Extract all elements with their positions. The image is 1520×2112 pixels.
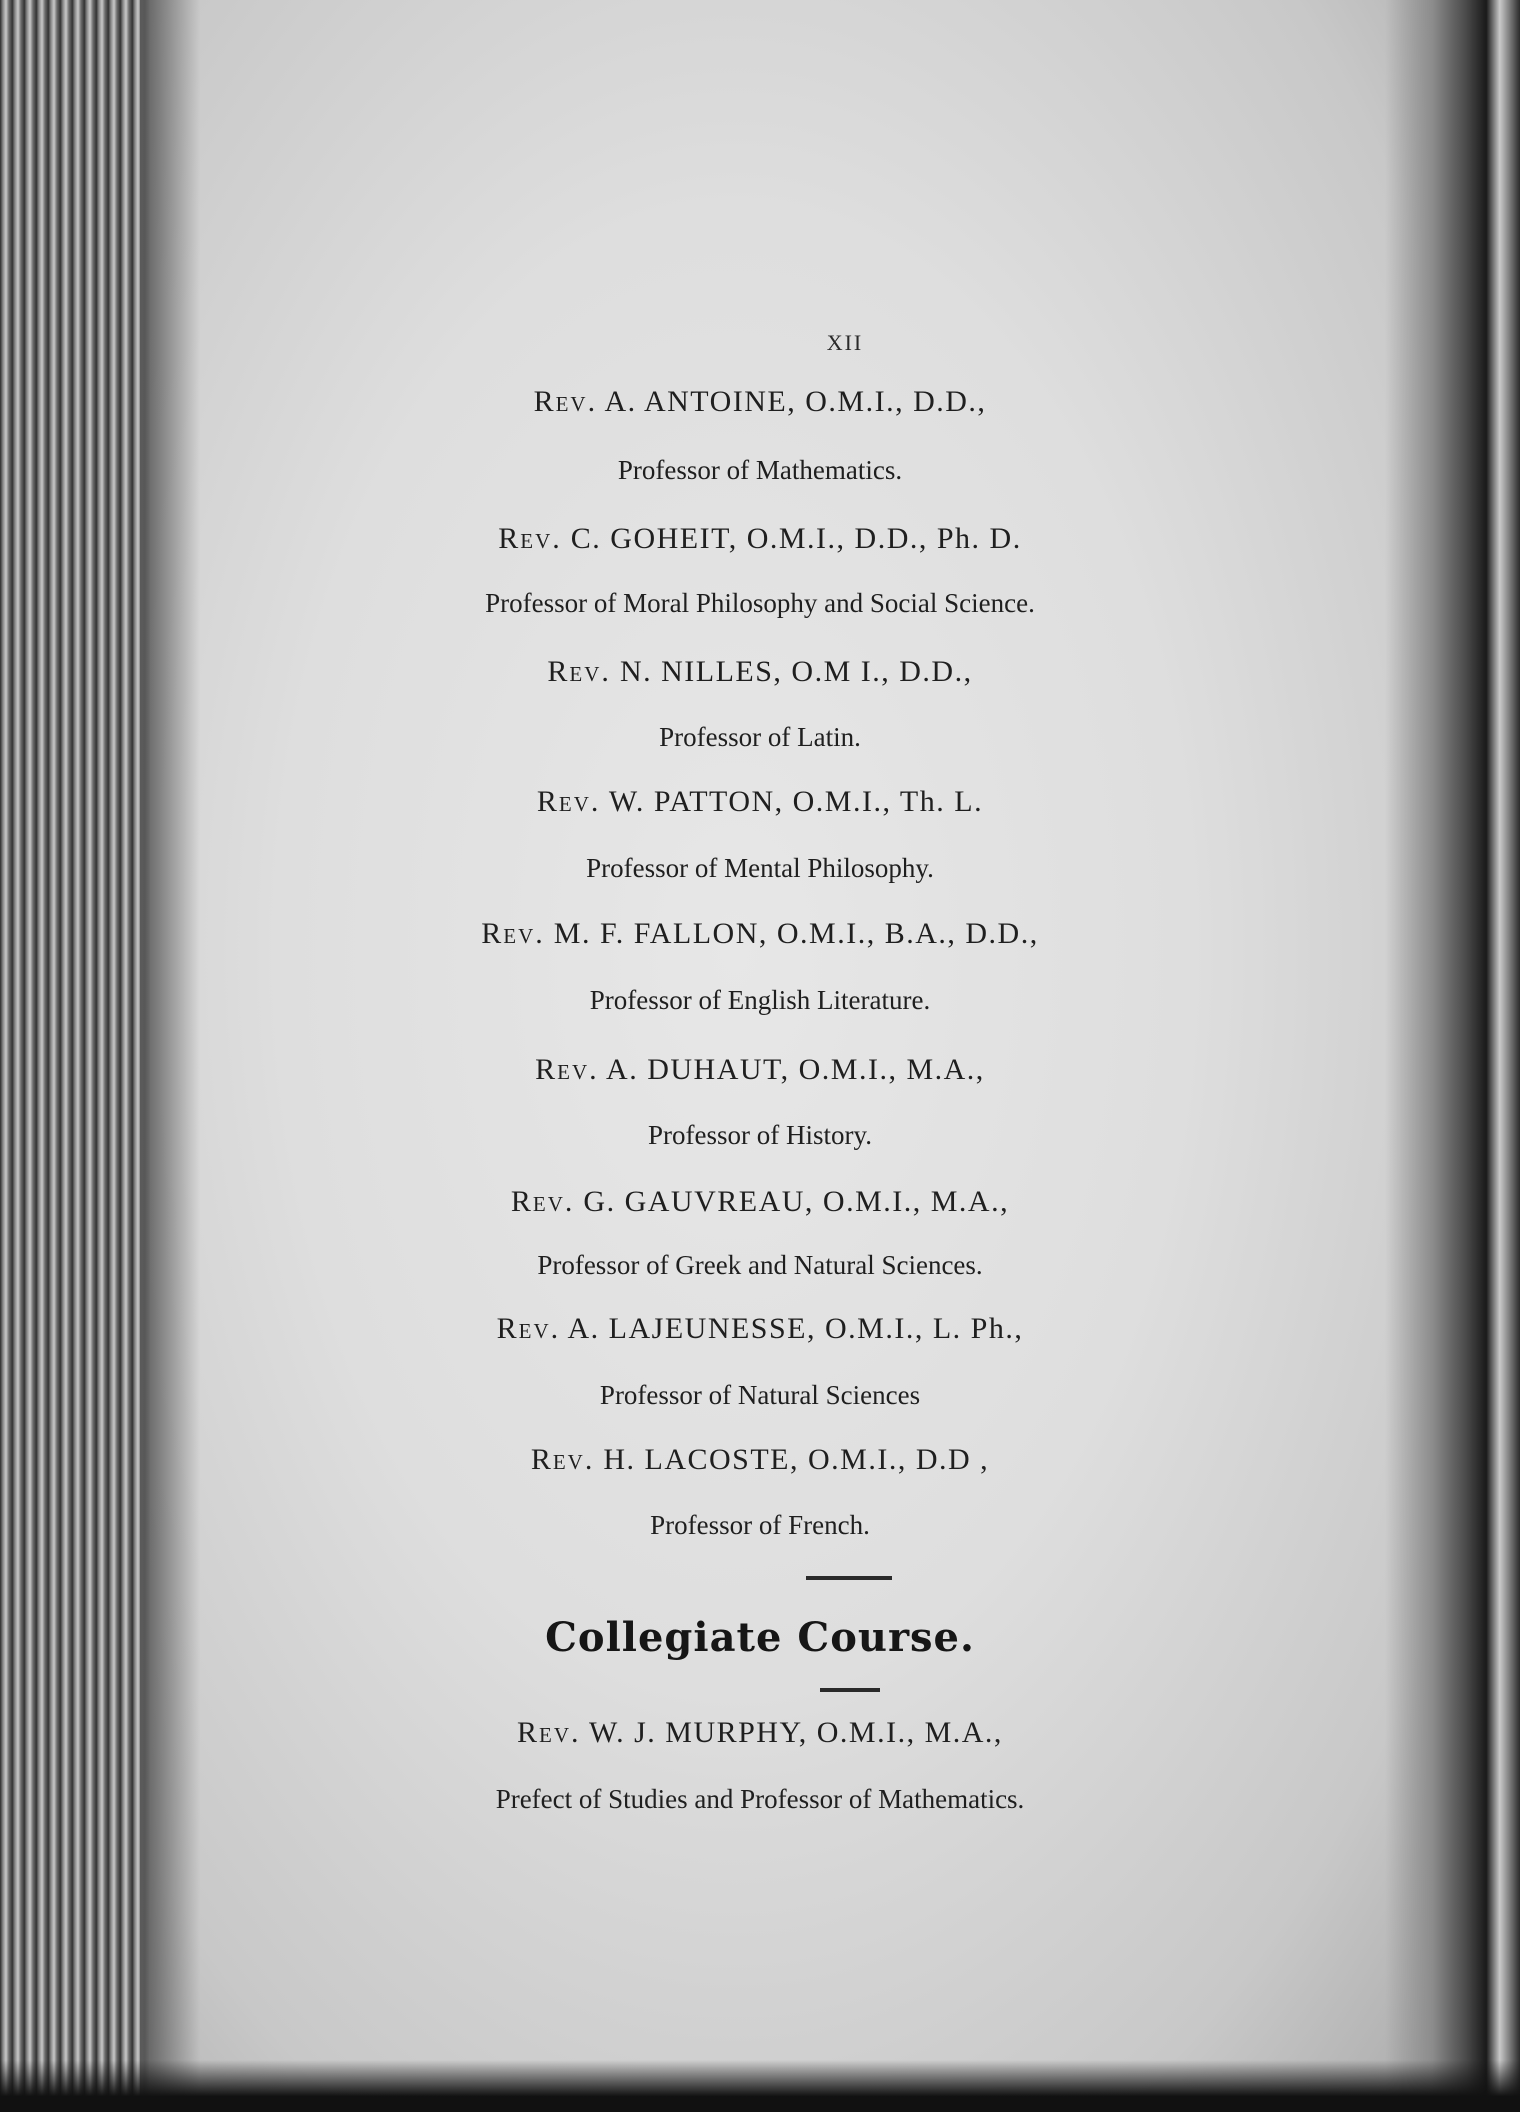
faculty-name-6 bbox=[0, 1053, 1520, 1087]
faculty-role-2: Professor of Moral Philosophy and Social Science. bbox=[485, 588, 1035, 618]
faculty-role-3: Professor of Latin. bbox=[659, 722, 861, 752]
faculty-name: N. NILLES, O.M I., D.D., bbox=[619, 655, 973, 688]
title-rev: Rev. bbox=[496, 1312, 561, 1345]
faculty-name-4 bbox=[0, 785, 1520, 819]
faculty-role-9: Professor of French. bbox=[650, 1510, 870, 1540]
faculty-name-1 bbox=[0, 385, 1520, 419]
faculty-name: A. ANTOINE, O.M.I., D.D., bbox=[604, 385, 987, 418]
faculty-name-3 bbox=[0, 655, 1520, 689]
section-entry-name-1 bbox=[0, 1716, 1520, 1750]
faculty-name-7 bbox=[0, 1185, 1520, 1219]
faculty-name: W. PATTON, O.M.I., Th. L. bbox=[608, 785, 984, 818]
title-rev: Rev. bbox=[517, 1716, 581, 1749]
title-rev: Rev. bbox=[498, 522, 562, 555]
title-rev: Rev. bbox=[535, 1053, 599, 1086]
faculty-name-2 bbox=[0, 522, 1520, 556]
faculty-role-1: Professor of Mathematics. bbox=[617, 455, 903, 485]
faculty-name: W. J. MURPHY, O.M.I., M.A., bbox=[589, 1716, 1003, 1749]
faculty-name: H. LACOSTE, O.M.I., D.D , bbox=[603, 1443, 990, 1476]
faculty-name: M. F. FALLON, O.M.I., B.A., D.D., bbox=[553, 917, 1039, 950]
section-entry-role-1: Prefect of Studies and Professor of Mathematics. bbox=[495, 1784, 1025, 1814]
faculty-name-5 bbox=[0, 917, 1520, 951]
title-rev: Rev. bbox=[510, 1185, 575, 1218]
faculty-name-8 bbox=[0, 1312, 1520, 1346]
faculty-role-5: Professor of English Literature. bbox=[589, 985, 931, 1015]
section-heading: Collegiate Course. bbox=[545, 1614, 975, 1661]
faculty-name: C. GOHEIT, O.M.I., D.D., Ph. D. bbox=[570, 522, 1022, 555]
page-number: XII bbox=[826, 330, 864, 355]
faculty-role-8: Professor of Natural Sciences bbox=[599, 1380, 921, 1410]
faculty-role-4: Professor of Mental Philosophy. bbox=[586, 853, 934, 883]
title-rev: Rev. bbox=[533, 385, 598, 418]
title-rev: Rev. bbox=[536, 785, 601, 818]
faculty-role-6: Professor of History. bbox=[648, 1120, 872, 1150]
title-rev: Rev. bbox=[481, 917, 545, 950]
title-rev: Rev. bbox=[547, 655, 611, 688]
faculty-name: G. GAUVREAU, O.M.I., M.A., bbox=[583, 1185, 1010, 1218]
divider-rule-top bbox=[806, 1576, 892, 1580]
faculty-name: A. DUHAUT, O.M.I., M.A., bbox=[606, 1053, 985, 1086]
bottom-shadow bbox=[0, 2060, 1520, 2112]
divider-rule-bottom bbox=[820, 1688, 880, 1692]
faculty-role-7: Professor of Greek and Natural Sciences. bbox=[537, 1250, 983, 1280]
faculty-name-9 bbox=[0, 1443, 1520, 1477]
faculty-name: A. LAJEUNESSE, O.M.I., L. Ph., bbox=[567, 1312, 1024, 1345]
title-rev: Rev. bbox=[530, 1443, 595, 1476]
